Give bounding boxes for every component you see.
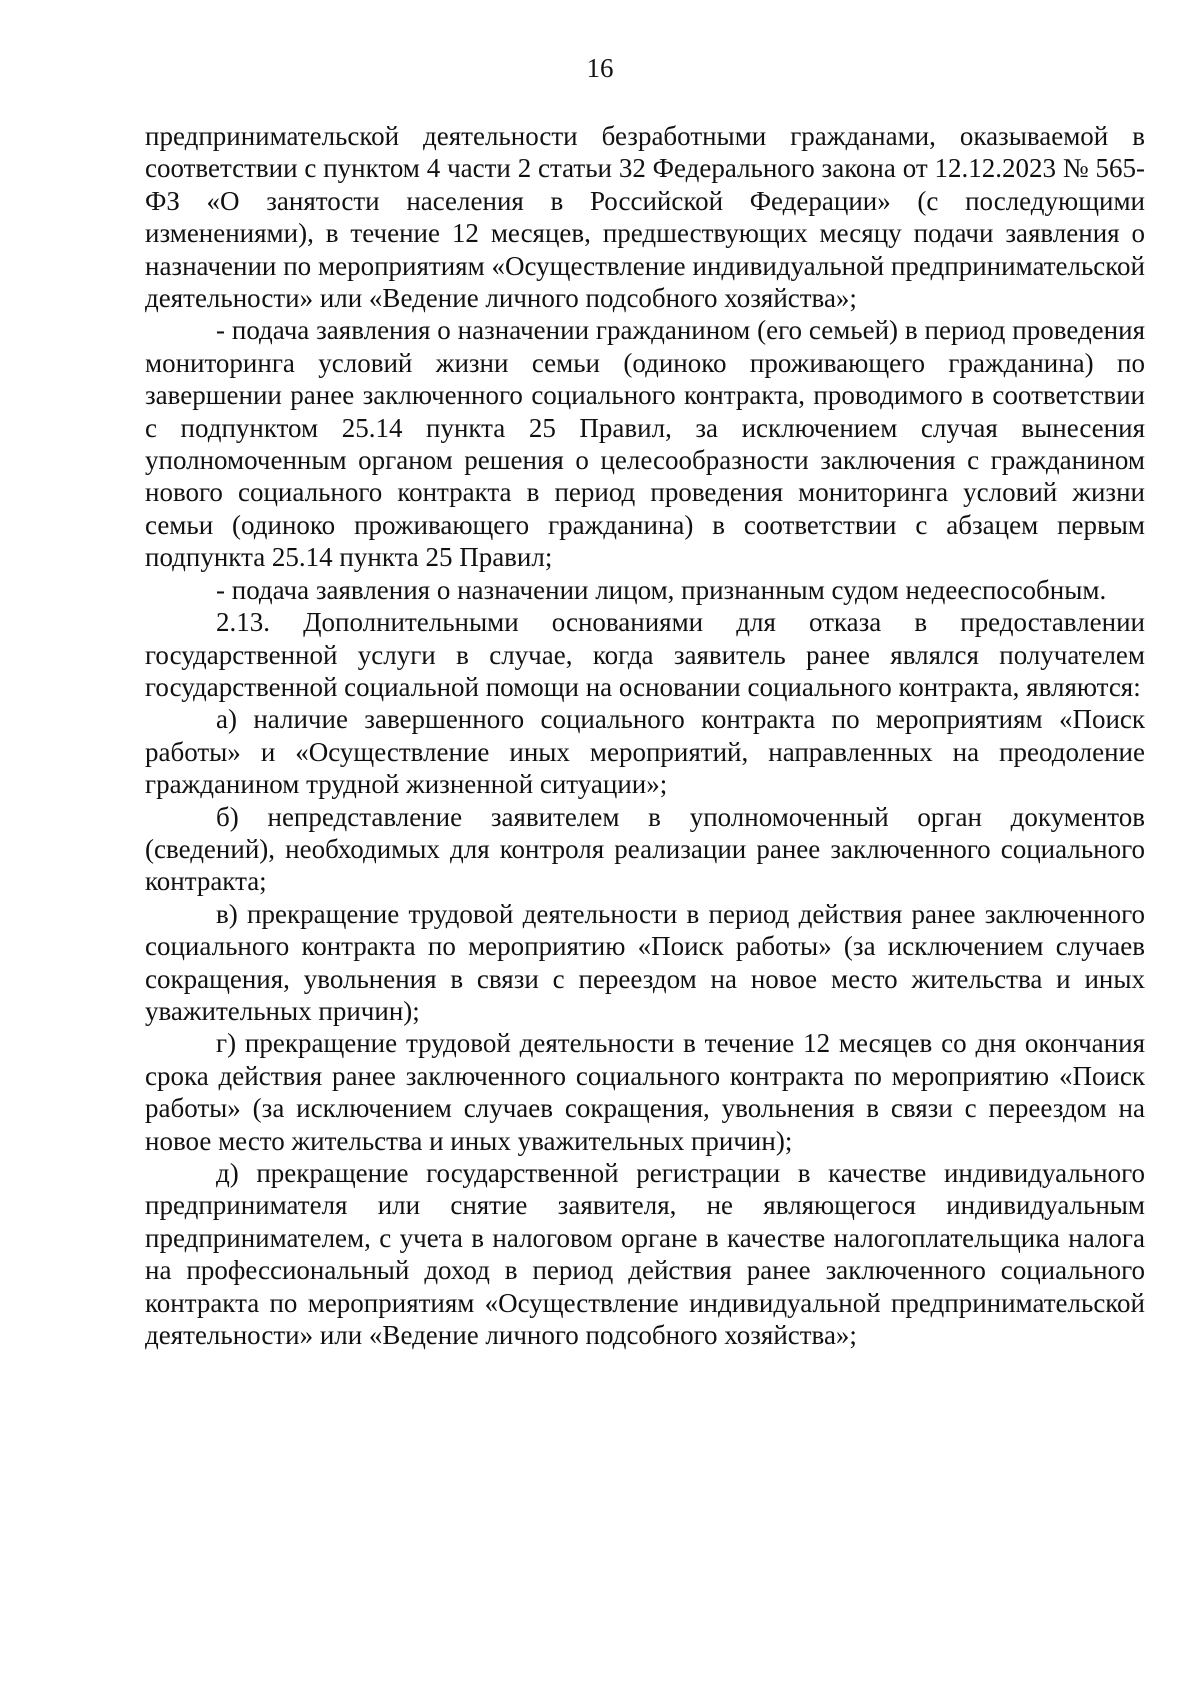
paragraph-item-b: б) непредставление заявителем в уполномоченный орган документов (сведений), необходимых для контроля реализации ранее заключенного социального контракта; — [145, 801, 1145, 897]
paragraph-clause-2-13: 2.13. Дополнительными основаниями для отказа в предоставлении государственной услуги в случае, когда заявитель ранее являлся получателем государственной социальной помощи на основании социального контракта, являются: — [145, 607, 1145, 702]
paragraph-item-v: в) прекращение трудовой деятельности в период действия ранее заключенного социального контракта по мероприятию «Поиск работы» (за исключением случаев сокращения, увольнения в связи с переездом на новое место жительства и иных уважительных причин); — [145, 898, 1145, 1026]
paragraph-bullet-monitoring: - подача заявления о назначении гражданином (его семьей) в период проведения мониторинга условий жизни семьи (одиноко проживающего гражданина) по завершении ранее заключенного социального контракта, проводимого в соответствии с подпунктом 25.14 пункта 25 Правил, за исключением случая вынесения уполномоченным органом решения о целесообразности заключения с гражданином нового социального контракта в период проведения мониторинга условий жизни семьи (одиноко проживающего гражданина) в соответствии с абзацем первым подпункта 25.14 пункта 25 Правил; — [145, 315, 1145, 573]
page-number: 16 — [586, 53, 614, 83]
paragraph-item-a: а) наличие завершенного социального контракта по мероприятиям «Поиск работы» и «Осуществление иных мероприятий, направленных на преодоление гражданином трудной жизненной ситуации»; — [145, 704, 1145, 800]
paragraph-bullet-incapacitated: - подача заявления о назначении лицом, признанным судом недееспособным. — [216, 574, 1107, 605]
document-body — [145, 120, 1145, 1351]
paragraph-continuation: предпринимательской деятельности безработными гражданами, оказываемой в соответствии с пунктом 4 части 2 статьи 32 Федерального закона от 12.12.2023 № 565-ФЗ «О занятости населения в Российской Федерации» (с последующими изменениями), в течение 12 месяцев, предшествующих месяцу подачи заявления о назначении по мероприятиям «Осуществление индивидуальной предпринимательской деятельности» или «Ведение личного подсобного хозяйства»; — [145, 121, 1145, 314]
paragraph-item-d: д) прекращение государственной регистрации в качестве индивидуального предпринимателя или снятие заявителя, не являющегося индивидуальным предпринимателем, с учета в налоговом органе в качестве налогоплательщика налога на профессиональный доход в период действия ранее заключенного социального контракта по мероприятиям «Осуществление индивидуальной предпринимательской деятельности» или «Ведение личного подсобного хозяйства»; — [145, 1158, 1145, 1351]
paragraph-item-g: г) прекращение трудовой деятельности в течение 12 месяцев со дня окончания срока действия ранее заключенного социального контракта по мероприятию «Поиск работы» (за исключением случаев сокращения, увольнения в связи с переездом на новое место жительства и иных уважительных причин); — [145, 1028, 1145, 1156]
